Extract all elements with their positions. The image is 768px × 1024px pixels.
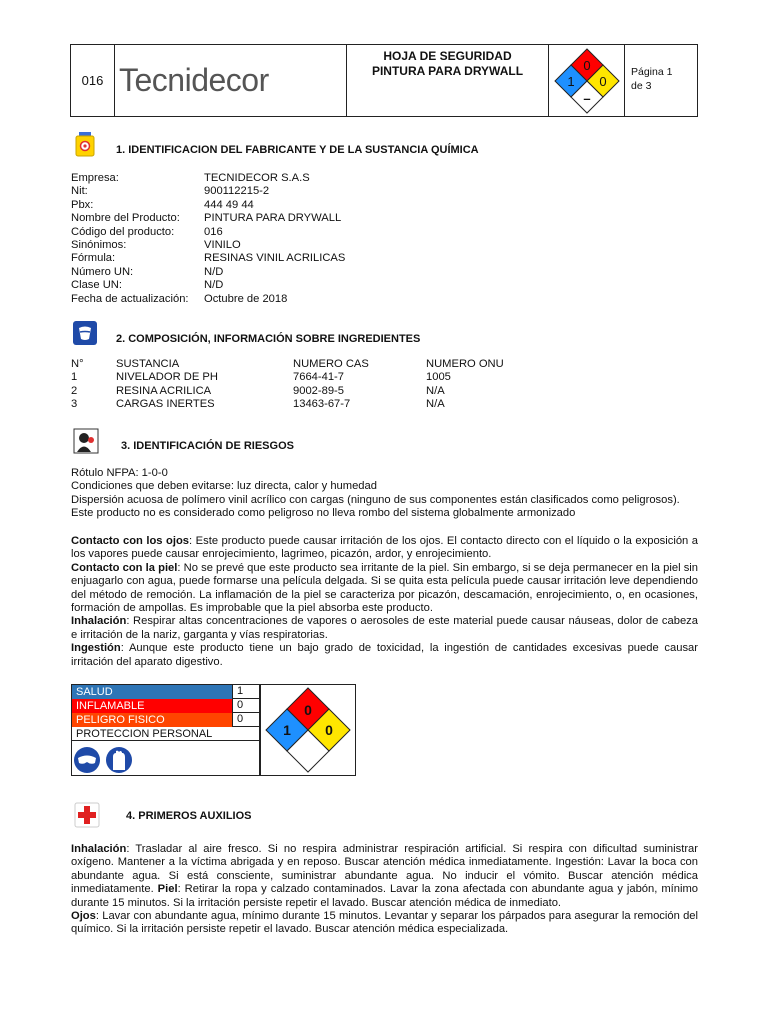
hazard-value: 1 [232, 685, 259, 699]
ppe-icons [72, 745, 136, 775]
table-cell: 1 [71, 371, 78, 384]
table-cell: NUMERO ONU [426, 358, 504, 370]
product-code: 016 [71, 45, 115, 116]
gloves-icon [106, 747, 132, 773]
table-cell: N° [71, 358, 84, 370]
skin-text: : No se prevé que este producto sea irritante de la piel. Sin embargo, si se deja permanecer en la piel sin enjuagarlo con agua, puede formarse una película delgada. Si se quita esta película puede causar irritación leve dependiendo del método de remoción. La inflamación de la piel se caracteriza por picazón, descamación, enrojecimiento, o, en ocasiones, formación de ampollas. Es improbable que la piel absorba este producto. [71, 561, 698, 615]
document-header [70, 44, 698, 117]
table-cell: SUSTANCIA [116, 358, 180, 370]
eyes-label: Contacto con los ojos [71, 535, 190, 547]
table-cell: 9002-89-5 [293, 384, 345, 397]
hazard-label: INFLAMABLE [72, 699, 232, 713]
info-row [71, 185, 345, 198]
ingestion-label: Ingestión [71, 642, 121, 655]
info-value: 900112215-2 [204, 185, 270, 198]
table-row [71, 385, 546, 398]
fa-skin-label: Piel [157, 883, 178, 896]
nfpa-flammability-value: 0 [304, 702, 312, 718]
hazard-label: SALUD [72, 685, 232, 699]
nfpa-reactivity-value: 0 [325, 722, 333, 738]
fa-eyes-text: : Lavar con abundante agua, mínimo durante 15 minutos. Levantar y separar los párpados para asegurar la remoción del químico. Si la irritación persiste repetir el lavado. Buscar atención médica especializada. [71, 910, 698, 936]
nfpa-diamond-icon [549, 45, 625, 116]
info-row [71, 293, 345, 306]
fa-eyes-paragraph [71, 910, 698, 937]
info-row [71, 212, 345, 225]
table-cell: 1005 [426, 371, 451, 384]
nfpa-header-health: 1 [567, 74, 575, 89]
nfpa-header-flammability: 0 [583, 58, 591, 73]
table-header-row [71, 358, 546, 371]
page-line-1: Página 1 [631, 66, 673, 78]
info-label: Fórmula: [71, 252, 116, 265]
ingestion-text: : Aunque este producto tiene un bajo grado de toxicidad, la ingestión de cantidades excesivas puede causar irritación del aparato digestivo. [71, 642, 698, 668]
page-number [625, 45, 697, 116]
composition-icon [72, 320, 98, 346]
hazard-person-icon [73, 428, 99, 454]
info-value: Octubre de 2018 [204, 292, 288, 305]
skin-paragraph [71, 562, 698, 616]
ppe-label: PROTECCION PERSONAL [72, 727, 259, 741]
nfpa-header-special: – [583, 91, 591, 106]
info-label: Nit: [71, 185, 88, 198]
ingredients-table [71, 358, 546, 412]
info-value: RESINAS VINIL ACRILICAS [204, 252, 346, 265]
table-cell: RESINA ACRILICA [116, 384, 212, 397]
skin-label: Contacto con la piel [71, 561, 178, 574]
table-cell: NIVELADOR DE PH [116, 371, 218, 384]
chemical-container-icon [72, 131, 98, 157]
info-label: Empresa: [71, 172, 119, 184]
info-label: Número UN: [71, 265, 134, 278]
eyes-paragraph [71, 535, 698, 562]
conditions-line: Condiciones que deben evitarse: luz directa, calor y humedad [71, 480, 377, 493]
company-logo [115, 45, 347, 116]
info-row [71, 199, 345, 212]
goggles-icon [74, 747, 100, 773]
nfpa-diamond-large-icon [261, 685, 355, 775]
nfpa-header-reactivity: 0 [599, 74, 607, 89]
page-line-2: de 3 [631, 80, 652, 92]
hazard-row [72, 685, 259, 699]
info-value: PINTURA PARA DRYWALL [204, 212, 342, 225]
first-aid-paragraph [71, 843, 698, 910]
info-row [71, 172, 345, 185]
ingestion-paragraph [71, 642, 698, 669]
section-2-title: 2. COMPOSICIÓN, INFORMACIÓN SOBRE INGREDIENTES [116, 333, 421, 345]
info-label: Clase UN: [71, 279, 122, 292]
info-label: Nombre del Producto: [71, 212, 180, 225]
info-label: Código del producto: [71, 225, 175, 238]
table-cell: NUMERO CAS [293, 358, 369, 370]
document-title [347, 45, 549, 116]
not-dangerous-line: Este producto no es considerado como peligroso no lleva rombo del sistema globalmente armonizado [71, 507, 576, 520]
info-row [71, 266, 345, 279]
table-cell: N/A [426, 384, 445, 397]
info-value: VINILO [204, 238, 241, 251]
manufacturer-info [71, 172, 345, 306]
first-aid-icon [74, 802, 100, 828]
info-label: Sinónimos: [71, 238, 127, 251]
table-cell: N/A [426, 398, 445, 411]
nfpa-health-value: 1 [283, 722, 291, 738]
table-cell: 2 [71, 384, 78, 397]
info-row [71, 226, 345, 239]
dispersion-line: Dispersión acuosa de polímero vinil acrílico con cargas (ninguno de sus componentes están clasificados como peligrosos). [71, 493, 680, 506]
info-row [71, 252, 345, 265]
title-line-2: PINTURA PARA DRYWALL [371, 64, 524, 78]
info-value: 444 49 44 [204, 198, 254, 211]
risk-general-text [71, 467, 698, 521]
hazard-label: PELIGRO FISICO [72, 713, 232, 727]
table-cell: 3 [71, 398, 78, 411]
table-row [71, 371, 546, 384]
inhalation-text: : Respirar altas concentraciones de vapores o aerosoles de este material puede causar náuseas, dolor de cabeza e irritación de la nariz, garganta y vías respiratorias. [71, 615, 698, 641]
section-1-title: 1. IDENTIFICACION DEL FABRICANTE Y DE LA SUSTANCIA QUÍMICA [116, 144, 479, 156]
nfpa-diamond-header [549, 45, 625, 116]
info-row [71, 239, 345, 252]
fa-eyes-label: Ojos [71, 910, 96, 923]
info-value: 016 [204, 225, 223, 238]
info-label: Fecha de actualización: [71, 292, 189, 305]
fa-skin-text: : Retirar la ropa y calzado contaminados. Lavar la zona afectada con abundante agua y jabón, mínimo durante 15 minutos. Si la irritación persiste repetir el lavado. Buscar atención médica de inmediato. [71, 883, 698, 909]
table-row [71, 398, 546, 411]
section-4-title: 4. PRIMEROS AUXILIOS [126, 810, 252, 822]
table-cell: 13463-67-7 [293, 398, 351, 411]
nfpa-diamond-box [260, 684, 356, 776]
risk-details-text [71, 535, 698, 669]
hazard-row [72, 713, 259, 727]
inhalation-label: Inhalación [71, 615, 127, 628]
info-value: N/D [204, 279, 224, 292]
fa-inhalation-text: : Trasladar al aire fresco. Si no respira administrar respiración artificial. Si respira con dificultad suministrar oxígeno. Mantener a la víctima abrigada y en reposo. Buscar atención médica inmediatamente. Ingestión: Lavar la boca con abundante agua. Si está consciente, suministrar abundante agua. No inducir el vómito. Buscar atención médica inmediatamente. [71, 843, 698, 896]
fa-inhalation-label: Inhalación [71, 843, 127, 855]
logo-text: Tecnidecor [119, 62, 269, 98]
hazard-value: 0 [232, 699, 259, 713]
hazard-row [72, 699, 259, 713]
info-label: Pbx: [71, 198, 94, 211]
info-row [71, 279, 345, 292]
table-cell: CARGAS INERTES [116, 398, 215, 411]
eyes-text: : Este producto puede causar irritación de los ojos. El contacto directo con el líquido o la exposición a los vapores puede causar enrojecimiento, lagrimeo, picazón, ardor, y enrojecimiento. [71, 535, 698, 561]
info-value: N/D [204, 265, 224, 278]
first-aid-text [71, 843, 698, 937]
nfpa-label-line: Rótulo NFPA: 1-0-0 [71, 467, 168, 479]
section-3-title: 3. IDENTIFICACIÓN DE RIESGOS [121, 440, 294, 452]
table-cell: 7664-41-7 [293, 371, 345, 384]
title-line-1: HOJA DE SEGURIDAD [383, 49, 512, 63]
inhalation-paragraph [71, 615, 698, 642]
info-value: TECNIDECOR S.A.S [204, 172, 310, 184]
hazard-value: 0 [232, 713, 259, 727]
